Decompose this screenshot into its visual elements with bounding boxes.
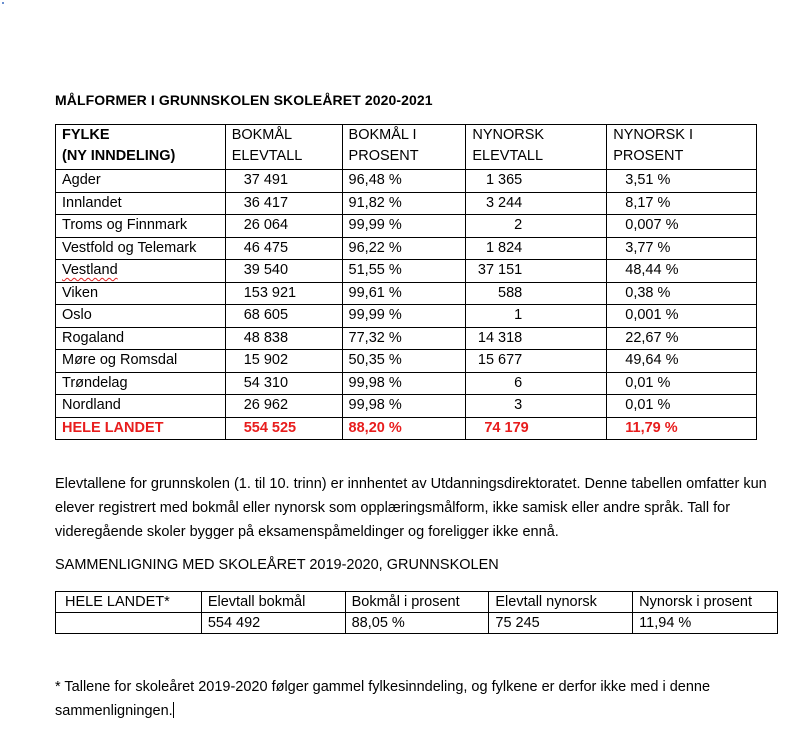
cell-bokmal-elevtall: 15 902 (225, 350, 342, 373)
table-row (56, 327, 757, 350)
cell-bokmal-prosent: 99,99 % (342, 305, 466, 328)
cell-bokmal-prosent: 96,48 % (342, 170, 466, 193)
comparison-cell: 88,05 % (345, 613, 489, 634)
cell-nynorsk-prosent: 8,17 % (607, 192, 757, 215)
text-cursor (173, 702, 174, 718)
cell-fylke: Nordland (56, 395, 226, 418)
cell-nynorsk-prosent: 0,01 % (607, 395, 757, 418)
table-row (56, 350, 757, 373)
cell-nynorsk-elevtall: 2 (466, 215, 607, 238)
cell-bokmal-elevtall: 26 064 (225, 215, 342, 238)
table-row (56, 260, 757, 283)
cell-bokmal-prosent: 99,98 % (342, 395, 466, 418)
cell-nynorsk-elevtall: 3 (466, 395, 607, 418)
cell-nynorsk-elevtall: 15 677 (466, 350, 607, 373)
comparison-table (55, 591, 778, 634)
comparison-header-cell: Elevtall nynorsk (489, 592, 633, 613)
corner-marker (2, 2, 4, 4)
cell-fylke: Oslo (56, 305, 226, 328)
header-bokmal-elevtall: BOKMÅL ELEVTALL (225, 125, 342, 170)
header-bokmal-prosent: BOKMÅL I PROSENT (342, 125, 466, 170)
total-bokmal-prosent: 88,20 % (342, 417, 466, 440)
cell-bokmal-prosent: 91,82 % (342, 192, 466, 215)
total-bokmal-elevtall: 554 525 (225, 417, 342, 440)
cell-nynorsk-elevtall: 37 151 (466, 260, 607, 283)
cell-bokmal-elevtall: 36 417 (225, 192, 342, 215)
comparison-cell (56, 613, 202, 634)
header-fylke: FYLKE (NY INNDELING) (56, 125, 226, 170)
cell-bokmal-elevtall: 26 962 (225, 395, 342, 418)
spellcheck-underlined-word: Vestland (62, 262, 118, 278)
cell-nynorsk-prosent: 22,67 % (607, 327, 757, 350)
malformer-table (55, 124, 757, 440)
comparison-cell: 75 245 (489, 613, 633, 634)
cell-fylke: Møre og Romsdal (56, 350, 226, 373)
table-row (56, 305, 757, 328)
comparison-header-cell: HELE LANDET* (56, 592, 202, 613)
cell-fylke: Innlandet (56, 192, 226, 215)
comparison-data-row (56, 613, 778, 634)
cell-fylke: Trøndelag (56, 372, 226, 395)
cell-bokmal-elevtall: 54 310 (225, 372, 342, 395)
total-fylke: HELE LANDET (56, 417, 226, 440)
cell-bokmal-prosent: 99,98 % (342, 372, 466, 395)
comparison-header-cell: Bokmål i prosent (345, 592, 489, 613)
cell-nynorsk-prosent: 49,64 % (607, 350, 757, 373)
cell-bokmal-elevtall: 153 921 (225, 282, 342, 305)
cell-bokmal-elevtall: 37 491 (225, 170, 342, 193)
cell-fylke: Rogaland (56, 327, 226, 350)
table-row (56, 170, 757, 193)
comparison-heading: SAMMENLIGNING MED SKOLEÅRET 2019-2020, GRUNNSKOLEN (55, 557, 499, 573)
footnote-text: * Tallene for skoleåret 2019-2020 følger gammel fylkesinndeling, og fylkene er derfor ikke med i denne sammenligningen. (55, 679, 711, 719)
table-row (56, 395, 757, 418)
cell-bokmal-elevtall: 68 605 (225, 305, 342, 328)
cell-bokmal-elevtall: 48 838 (225, 327, 342, 350)
cell-bokmal-prosent: 99,61 % (342, 282, 466, 305)
table-row (56, 215, 757, 238)
table-header-row (56, 125, 757, 170)
cell-bokmal-prosent: 50,35 % (342, 350, 466, 373)
total-nynorsk-prosent: 11,79 % (607, 417, 757, 440)
cell-bokmal-prosent: 96,22 % (342, 237, 466, 260)
total-row (56, 417, 757, 440)
cell-nynorsk-prosent: 0,007 % (607, 215, 757, 238)
comparison-header-cell: Elevtall bokmål (201, 592, 345, 613)
cell-nynorsk-elevtall: 1 365 (466, 170, 607, 193)
comparison-cell: 11,94 % (633, 613, 778, 634)
cell-nynorsk-prosent: 0,38 % (607, 282, 757, 305)
footnote (55, 675, 775, 723)
cell-nynorsk-elevtall: 6 (466, 372, 607, 395)
cell-nynorsk-elevtall: 1 824 (466, 237, 607, 260)
cell-fylke: Troms og Finnmark (56, 215, 226, 238)
cell-nynorsk-prosent: 3,51 % (607, 170, 757, 193)
table-row (56, 372, 757, 395)
cell-fylke: Vestfold og Telemark (56, 237, 226, 260)
cell-fylke (56, 260, 226, 283)
cell-fylke: Agder (56, 170, 226, 193)
cell-nynorsk-prosent: 3,77 % (607, 237, 757, 260)
header-nynorsk-prosent: NYNORSK I PROSENT (607, 125, 757, 170)
comparison-header-row (56, 592, 778, 613)
cell-bokmal-prosent: 51,55 % (342, 260, 466, 283)
cell-nynorsk-prosent: 48,44 % (607, 260, 757, 283)
cell-nynorsk-prosent: 0,01 % (607, 372, 757, 395)
table-row (56, 282, 757, 305)
cell-fylke: Viken (56, 282, 226, 305)
comparison-header-cell: Nynorsk i prosent (633, 592, 778, 613)
cell-bokmal-prosent: 99,99 % (342, 215, 466, 238)
table-row (56, 237, 757, 260)
header-nynorsk-elevtall: NYNORSK ELEVTALL (466, 125, 607, 170)
cell-nynorsk-elevtall: 14 318 (466, 327, 607, 350)
document-title: MÅLFORMER I GRUNNSKOLEN SKOLEÅRET 2020-2021 (55, 92, 433, 108)
total-nynorsk-elevtall: 74 179 (466, 417, 607, 440)
cell-nynorsk-prosent: 0,001 % (607, 305, 757, 328)
cell-nynorsk-elevtall: 1 (466, 305, 607, 328)
table-row (56, 192, 757, 215)
cell-bokmal-prosent: 77,32 % (342, 327, 466, 350)
cell-nynorsk-elevtall: 3 244 (466, 192, 607, 215)
cell-nynorsk-elevtall: 588 (466, 282, 607, 305)
cell-bokmal-elevtall: 39 540 (225, 260, 342, 283)
comparison-cell: 554 492 (201, 613, 345, 634)
cell-bokmal-elevtall: 46 475 (225, 237, 342, 260)
body-paragraph: Elevtallene for grunnskolen (1. til 10. trinn) er innhentet av Utdanningsdirektoratet. Denne tabellen omfatter kun elever registrert med bokmål eller nynorsk som opplæringsmålform, ikke samisk eller andre språk. Tall for videregående skoler bygger på eksamenspåmeldinger og foreligger ikke ennå. (55, 476, 767, 540)
